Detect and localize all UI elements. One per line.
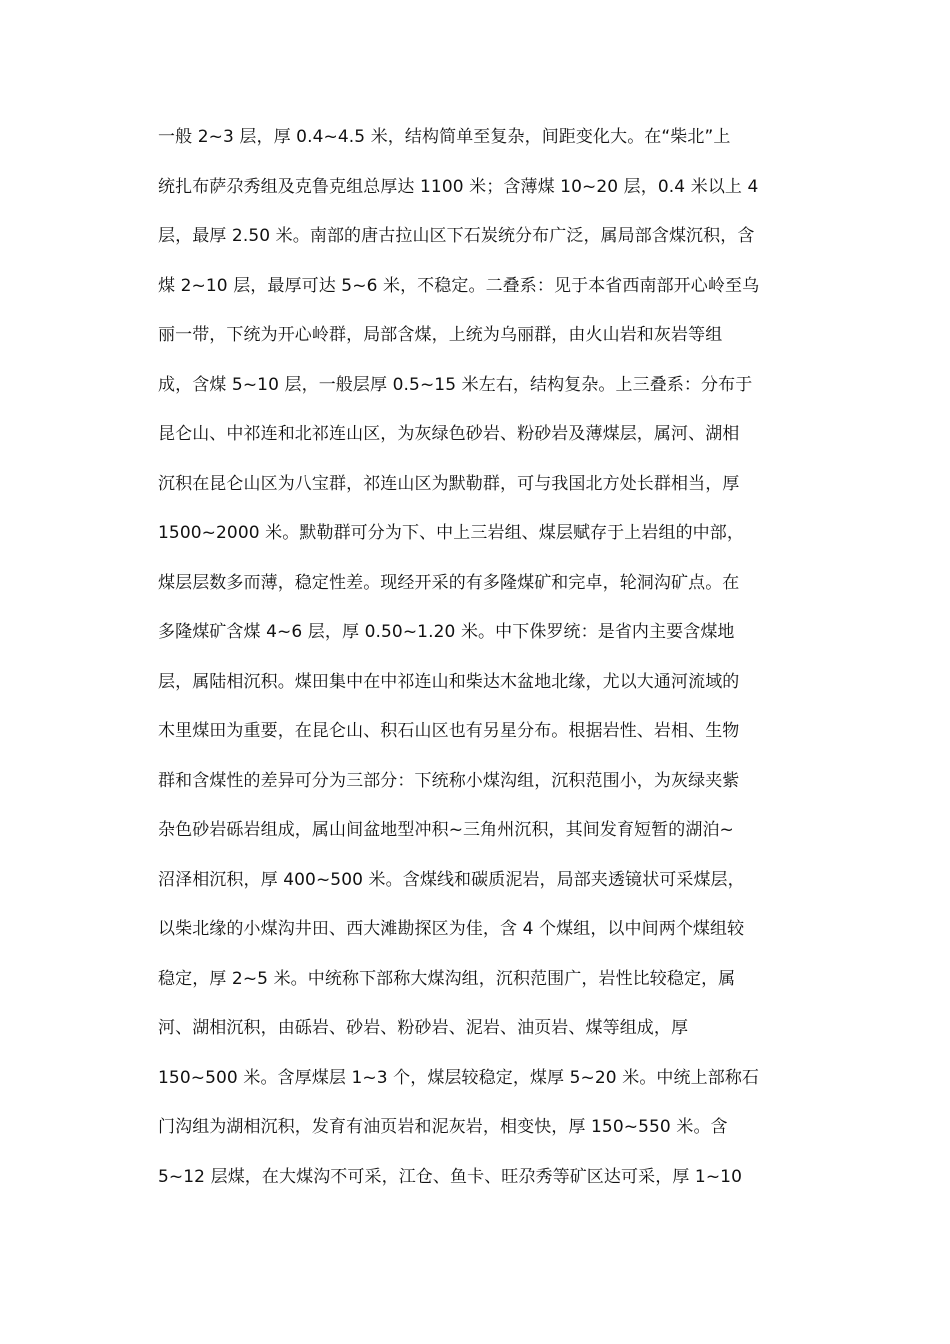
body-text xyxy=(158,122,798,1211)
text-line: 层，属陆相沉积。煤田集中在中祁连山和柴达木盆地北缘，尤以大通河流域的 xyxy=(158,671,740,692)
text-line: 以柴北缘的小煤沟井田、西大滩勘探区为佳，含 4 个煤组，以中间两个煤组较 xyxy=(158,919,745,939)
text-line: 煤 2~10 层，最厚可达 5~6 米，不稳定。二叠系：见于本省西南部开心岭至乌 xyxy=(158,275,760,296)
text-line: 一般 2~3 层，厚 0.4~4.5 米，结构简单至复杂，间距变化大。在“柴北”上 xyxy=(158,127,731,147)
text-line: 群和含煤性的差异可分为三部分：下统称小煤沟组，沉积范围小，为灰绿夹紫 xyxy=(158,770,740,791)
text-line: 150~500 米。含厚煤层 1~3 个，煤层较稳定，煤厚 5~20 米。中统上部称石 xyxy=(158,1067,760,1088)
text-line: 多隆煤矿含煤 4~6 层，厚 0.50~1.20 米。中下侏罗统：是省内主要含煤地 xyxy=(158,622,735,642)
text-line: 杂色砂岩砾岩组成，属山间盆地型冲积~三角州沉积，其间发育短暂的湖泊~ xyxy=(158,820,734,840)
text-line: 河、湖相沉积，由砾岩、砂岩、粉砂岩、泥岩、油页岩、煤等组成，厚 xyxy=(158,1018,689,1038)
text-line: 1500~2000 米。默勒群可分为下、中上三岩组、煤层赋存于上岩组的中部， xyxy=(158,523,744,543)
text-line: 层，最厚 2.50 米。南部的唐古拉山区下石炭统分布广泛，属局部含煤沉积，含 xyxy=(158,226,755,246)
text-line: 沉积在昆仑山区为八宝群，祁连山区为默勒群，可与我国北方处长群相当，厚 xyxy=(158,473,740,494)
text-line: 木里煤田为重要，在昆仑山、积石山区也有另星分布。根据岩性、岩相、生物 xyxy=(158,721,740,741)
text-line: 统扎布萨尕秀组及克鲁克组总厚达 1100 米；含薄煤 10~20 层，0.4 米以上 4 xyxy=(158,176,759,197)
text-line: 煤层层数多而薄，稳定性差。现经开采的有多隆煤矿和完卓，轮洞沟矿点。在 xyxy=(158,572,740,593)
text-line: 丽一带，下统为开心岭群，局部含煤，上统为乌丽群，由火山岩和灰岩等组 xyxy=(158,325,723,345)
text-line: 昆仑山、中祁连和北祁连山区，为灰绿色砂岩、粉砂岩及薄煤层，属河、湖相 xyxy=(158,424,740,444)
text-line: 成，含煤 5~10 层，一般层厚 0.5~15 米左右，结构复杂。上三叠系：分布于 xyxy=(158,374,753,395)
text-line: 稳定，厚 2~5 米。中统称下部称大煤沟组，沉积范围广，岩性比较稳定，属 xyxy=(158,968,736,989)
text-line: 沼泽相沉积，厚 400~500 米。含煤线和碳质泥岩，局部夹透镜状可采煤层， xyxy=(158,869,745,890)
text-line: 5~12 层煤，在大煤沟不可采，江仓、鱼卡、旺尕秀等矿区达可采，厚 1~10 xyxy=(158,1166,742,1187)
text-line: 门沟组为湖相沉积，发育有油页岩和泥灰岩，相变快，厚 150~550 米。含 xyxy=(158,1117,728,1137)
